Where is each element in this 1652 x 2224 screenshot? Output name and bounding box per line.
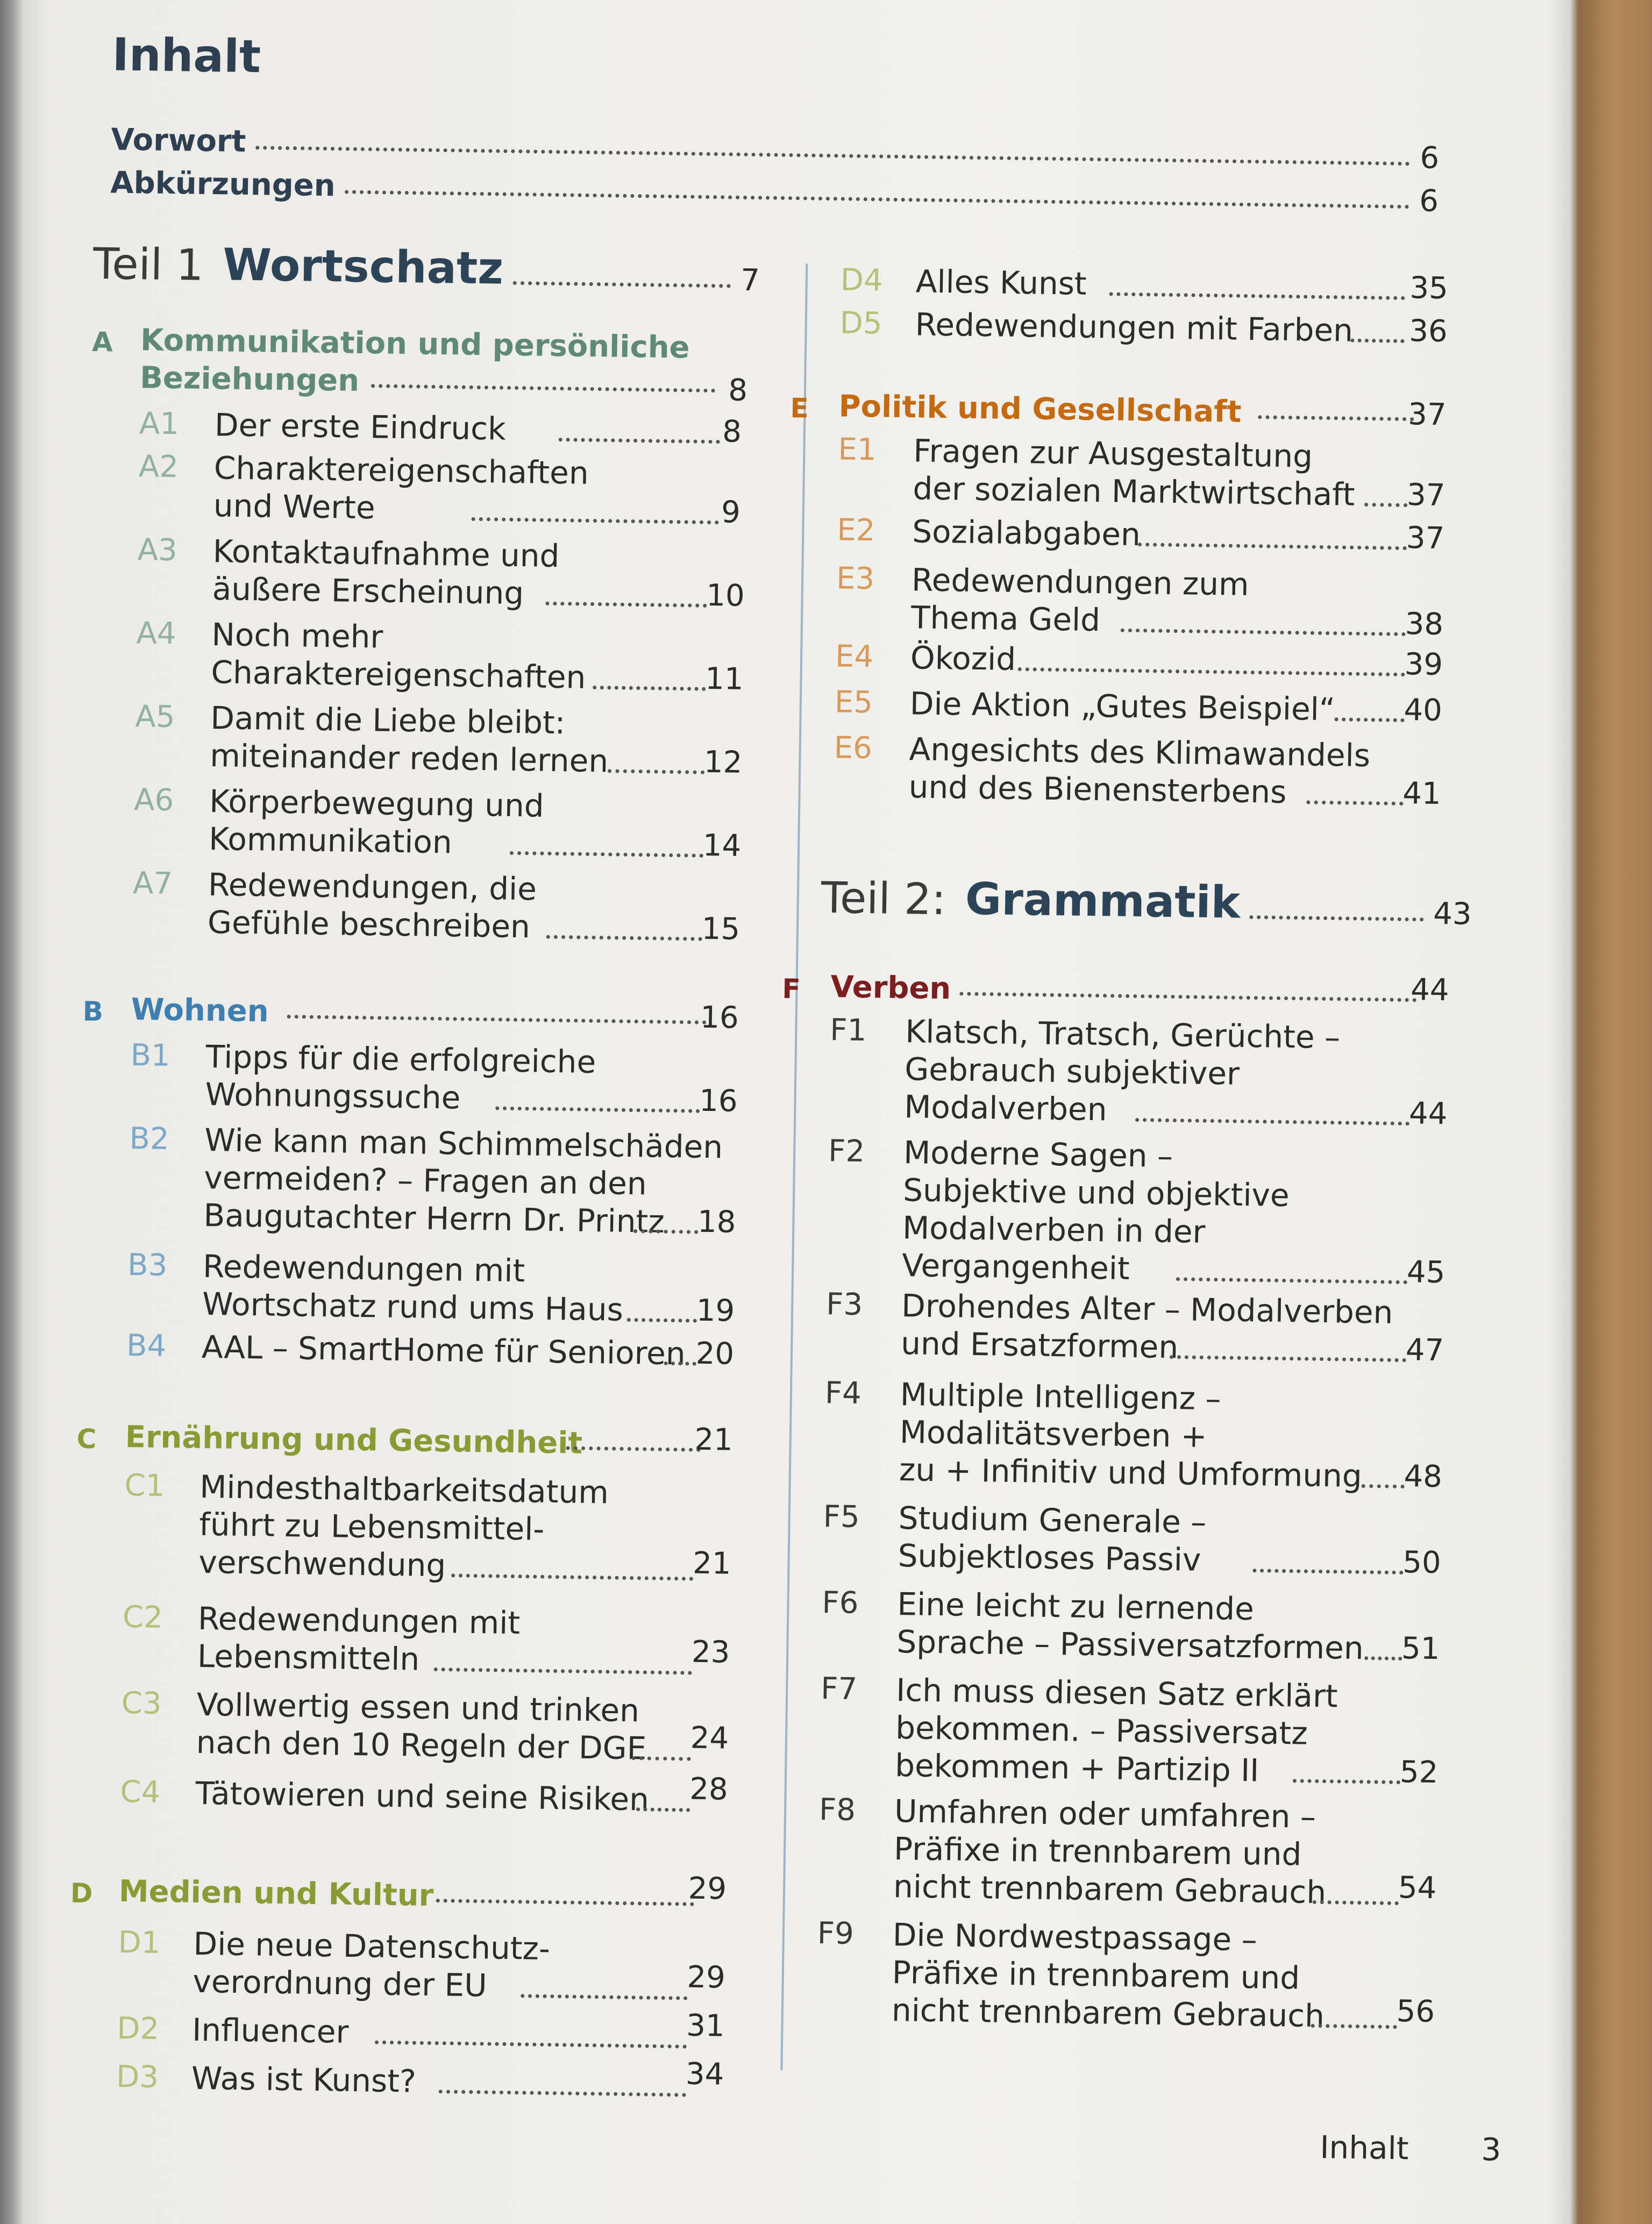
page-number: 56 <box>1396 1994 1435 2030</box>
entry-title: Die neue Datenschutz- verordnung der EU <box>193 1925 551 2004</box>
dot-leader <box>436 1899 694 1906</box>
entry-code: B3 <box>127 1247 168 1284</box>
page-number: 39 <box>1404 647 1443 683</box>
entry-code: D4 <box>840 262 884 298</box>
page-number: 31 <box>686 2008 725 2044</box>
page-number: 52 <box>1399 1755 1439 1791</box>
toc-entry-a3 <box>137 531 767 614</box>
entry-title: Fragen zur Ausgestaltung der sozialen Marktwirtschaft <box>913 432 1355 513</box>
entry-code: E4 <box>835 639 874 675</box>
page-number: 19 <box>696 1293 735 1329</box>
dot-leader <box>1364 1656 1402 1660</box>
toc-entry-e6 <box>834 729 1463 811</box>
section-d <box>70 1872 748 1925</box>
part-title: Wortschatz <box>222 239 504 295</box>
entry-title: Angesichts des Klimawandels und des Bienensterbens <box>908 731 1371 810</box>
page-number: 24 <box>690 1720 729 1756</box>
page-number: 21 <box>694 1422 734 1458</box>
entry-code: D1 <box>118 1924 161 1961</box>
toc-entry-f5 <box>823 1498 1463 1581</box>
page-number: 43 <box>1433 896 1472 932</box>
toc-entry-e5 <box>834 683 1464 729</box>
page-number: 6 <box>1420 140 1440 176</box>
section-title: Wohnen <box>131 992 269 1029</box>
page-number: 15 <box>701 911 740 947</box>
page-number: 9 <box>721 495 741 530</box>
section-e <box>790 387 1468 440</box>
page-number: 35 <box>1409 270 1449 306</box>
entry-title: Klatsch, Tratsch, Gerüchte – Gebrauch subjektiver Modalverben <box>903 1013 1341 1128</box>
toc-label: Abkürzungen <box>110 165 336 204</box>
entry-code: B4 <box>126 1328 167 1364</box>
section-letter: E <box>790 393 809 424</box>
dot-leader <box>1258 415 1414 421</box>
part-heading-teil-2 <box>821 872 1472 932</box>
entry-code: F3 <box>825 1287 863 1323</box>
entry-code: A2 <box>138 449 179 485</box>
page-number: 41 <box>1402 776 1442 811</box>
dot-leader <box>636 1807 690 1812</box>
toc-entry-f8 <box>818 1791 1459 1911</box>
entry-code: C4 <box>120 1774 161 1810</box>
part-prefix: Teil 2: <box>821 872 946 925</box>
toc-entry-d3 <box>116 2056 746 2100</box>
toc-entry-d1 <box>118 1924 747 2004</box>
entry-code: E2 <box>836 512 875 548</box>
entry-code: A3 <box>137 532 178 568</box>
toc-entry-c2 <box>122 1599 752 1678</box>
entry-title: Tipps für die erfolgreiche Wohnungssuche <box>205 1038 596 1116</box>
section-title: Kommunikation und persönliche Beziehungen <box>139 323 690 398</box>
entry-title: Die Aktion „Gutes Beispiel“ <box>909 685 1336 728</box>
entry-title: Die Nordwestpassage – Präfixe in trennbarem und nicht trennbarem Gebrauch <box>891 1916 1325 2035</box>
entry-code: C3 <box>121 1685 162 1721</box>
toc-entry-a2 <box>138 448 768 530</box>
dot-leader <box>513 281 731 288</box>
page-title: Inhalt <box>111 28 261 83</box>
entry-code: F1 <box>829 1013 867 1049</box>
dot-leader <box>1350 339 1404 343</box>
page-number: 23 <box>691 1634 730 1670</box>
entry-title: Was ist Kunst? <box>191 2059 417 2100</box>
page-number: 36 <box>1408 313 1448 350</box>
entry-title: Tätowieren und seine Risiken <box>195 1774 650 1818</box>
page-number: 28 <box>689 1771 729 1807</box>
entry-title: Ich muss diesen Satz erklärt bekommen. – Passiversatz bekommen + Partizip II <box>894 1672 1338 1789</box>
entry-title: Mindesthaltbarkeitsdatum führt zu Lebensmittel- verschwendung <box>198 1468 609 1584</box>
page-number: 54 <box>1398 1870 1437 1906</box>
toc-entry-f4 <box>824 1374 1465 1495</box>
toc-entry-f7 <box>820 1670 1461 1791</box>
toc-entry-f9 <box>817 1915 1457 2035</box>
dot-leader <box>1362 1484 1405 1488</box>
dot-leader <box>287 1015 707 1024</box>
dot-leader <box>1364 503 1407 507</box>
dot-leader <box>439 2090 686 2097</box>
entry-title: Eine leicht zu lernende Sprache – Passiversatzformen <box>896 1586 1364 1667</box>
page-number: 50 <box>1402 1545 1442 1581</box>
toc-entry-f6 <box>822 1584 1462 1667</box>
section-letter: C <box>76 1423 97 1455</box>
dot-leader <box>959 992 1416 1002</box>
section-title: Ernährung und Gesundheit <box>125 1419 583 1461</box>
section-title: Medien und Kultur <box>118 1873 434 1914</box>
entry-title: Redewendungen, die Gefühle beschreiben <box>207 866 537 945</box>
footer-page-number: 3 <box>1480 2131 1501 2168</box>
dot-leader <box>1138 543 1407 550</box>
entry-code: F7 <box>820 1671 858 1707</box>
dot-leader <box>546 935 702 941</box>
entry-code: F5 <box>823 1499 860 1535</box>
toc-entry-b4 <box>126 1327 756 1372</box>
part-prefix: Teil 1 <box>92 238 204 290</box>
entry-code: F6 <box>822 1585 859 1621</box>
section-c <box>76 1418 754 1471</box>
page-number: 44 <box>1410 972 1449 1008</box>
page-number: 44 <box>1408 1096 1448 1132</box>
entry-title: AAL – SmartHome für Senioren <box>201 1328 686 1372</box>
entry-title: Drohendes Alter – Modalverben und Ersatzformen <box>900 1287 1393 1366</box>
dot-leader <box>1109 292 1405 300</box>
toc-entry-c3 <box>121 1685 751 1767</box>
page-number: 29 <box>688 1871 727 1907</box>
page-number: 51 <box>1401 1631 1440 1667</box>
entry-title: Vollwertig essen und trinken nach den 10 Regeln der DGE <box>196 1686 647 1767</box>
section-b <box>82 990 760 1043</box>
entry-title: Alles Kunst <box>915 263 1087 302</box>
column-divider <box>780 263 808 2070</box>
section-letter: B <box>82 995 104 1028</box>
toc-entry-a6 <box>133 781 764 864</box>
entry-code: F8 <box>818 1792 856 1828</box>
page-number: 40 <box>1404 693 1443 729</box>
entry-code: F4 <box>824 1375 862 1412</box>
section-letter: D <box>70 1877 93 1909</box>
entry-title: Umfahren oder umfahren – Präfixe in trennbarem und nicht trennbarem Gebrauch <box>893 1792 1327 1911</box>
entry-code: D2 <box>116 2011 160 2047</box>
page-number: 48 <box>1404 1459 1443 1495</box>
entry-title: Charaktereigenschaften und Werte <box>213 450 589 526</box>
entry-code: A4 <box>136 616 176 652</box>
entry-title: Redewendungen mit Lebensmitteln <box>197 1600 521 1678</box>
entry-title: Redewendungen zum Thema Geld <box>910 561 1250 639</box>
entry-code: B2 <box>129 1121 169 1157</box>
entry-code: E1 <box>838 432 877 468</box>
entry-title: Multiple Intelligenz – Modalitätsverben + zu + Infinitiv und Umformung <box>899 1376 1363 1495</box>
entry-code: D3 <box>116 2059 159 2095</box>
dot-leader <box>1252 1569 1403 1574</box>
page-number: 47 <box>1405 1332 1444 1368</box>
toc-entry-d2 <box>116 2008 746 2050</box>
dot-leader <box>627 1318 697 1323</box>
section-f <box>782 968 1471 1021</box>
entry-code: E6 <box>834 730 873 766</box>
page-number: 16 <box>699 1083 738 1119</box>
page-number: 21 <box>692 1545 731 1581</box>
dot-leader <box>545 602 707 608</box>
entry-code: E3 <box>836 561 875 597</box>
entry-title: Der erste Eindruck <box>214 407 507 447</box>
dot-leader <box>375 2041 687 2049</box>
toc-label: Vorwort <box>110 122 246 159</box>
entry-title: Moderne Sagen – Subjektive und objektive Modalverben in der Vergangenheit <box>901 1134 1290 1287</box>
toc-entry-a5 <box>134 698 765 780</box>
page-number: 10 <box>706 578 745 614</box>
entry-code: A5 <box>134 699 175 735</box>
dot-leader <box>1335 717 1405 722</box>
section-letter: A <box>91 326 113 358</box>
dot-leader <box>566 1446 700 1451</box>
page-number: 8 <box>722 414 742 450</box>
toc-entry-f2 <box>828 1132 1469 1291</box>
entry-code: A7 <box>132 866 173 902</box>
entry-code: B1 <box>130 1038 171 1074</box>
section-title: Politik und Gesellschaft <box>838 389 1242 430</box>
entry-code: A6 <box>133 782 174 818</box>
page-number: 11 <box>704 661 744 697</box>
entry-title: Redewendungen mit Farben <box>915 306 1354 349</box>
dot-leader <box>1018 667 1405 676</box>
entry-code: F9 <box>817 1916 855 1951</box>
page-number: 20 <box>695 1336 735 1372</box>
entry-title: Wie kann man Schimmelschäden vermeiden? – Fragen an den Baugutachter Herrn Dr. Printz <box>203 1121 723 1240</box>
page-number: 37 <box>1406 521 1445 557</box>
entry-code: A1 <box>139 406 180 442</box>
entry-title: Influencer <box>191 2011 349 2050</box>
page-number: 37 <box>1406 477 1446 514</box>
entry-code: F2 <box>828 1134 865 1170</box>
entry-title: Kontaktaufnahme und äußere Erscheinung <box>212 533 560 612</box>
page-number: 34 <box>685 2056 724 2092</box>
toc-entry-e3 <box>836 560 1466 643</box>
page-number: 12 <box>703 744 743 780</box>
dot-leader <box>664 1362 696 1366</box>
section-letter: F <box>782 973 801 1005</box>
part-heading-teil-1 <box>93 238 760 298</box>
entry-code: C1 <box>124 1467 165 1503</box>
toc-entry-d5 <box>839 304 1469 350</box>
page-number: 8 <box>728 373 748 408</box>
page-number: 14 <box>702 828 742 864</box>
toc-entry-b2 <box>129 1120 759 1240</box>
entry-title: Redewendungen mit Wortschatz rund ums Haus <box>202 1248 624 1328</box>
dot-leader <box>593 686 706 691</box>
toc-entry-a4 <box>136 615 766 697</box>
dot-leader <box>559 438 720 444</box>
toc-entry-c4 <box>120 1771 750 1818</box>
section-a <box>91 321 770 411</box>
entry-code: E5 <box>834 685 873 721</box>
dot-leader <box>255 146 1410 166</box>
footer-label: Inhalt <box>1320 2129 1409 2167</box>
page-number: 7 <box>740 262 760 298</box>
toc-entry-b3 <box>127 1246 757 1329</box>
page-number: 16 <box>700 1000 739 1036</box>
page-number: 45 <box>1406 1254 1446 1291</box>
toc-entry-d4 <box>840 261 1470 306</box>
entry-title: Ökozid <box>910 639 1016 678</box>
entry-title: Studium Generale – Subjektloses Passiv <box>898 1500 1207 1578</box>
section-title: Verben <box>830 970 951 1007</box>
page-number: 37 <box>1407 397 1447 433</box>
page-number: 29 <box>687 1959 726 1995</box>
dot-leader <box>1250 915 1423 922</box>
dot-leader <box>608 769 704 774</box>
page-number: 38 <box>1405 607 1444 643</box>
entry-title: Körperbewegung und Kommunikation <box>208 783 545 861</box>
toc-entry-a7 <box>132 865 763 947</box>
entry-title: Sozialabgaben <box>912 513 1141 553</box>
page-number: 18 <box>697 1204 736 1240</box>
entry-code: D5 <box>839 305 882 341</box>
entry-code: C2 <box>122 1599 163 1635</box>
part-title: Grammatik <box>965 873 1241 929</box>
entry-title: Damit die Liebe bleibt: miteinander reden lernen <box>209 700 609 780</box>
entry-title: Noch mehr Charaktereigenschaften <box>211 616 586 696</box>
toc-entry-e2 <box>836 511 1466 557</box>
dot-leader <box>345 190 1409 209</box>
toc-row-abkuerzungen <box>110 165 1439 218</box>
page-number: 6 <box>1419 183 1439 219</box>
